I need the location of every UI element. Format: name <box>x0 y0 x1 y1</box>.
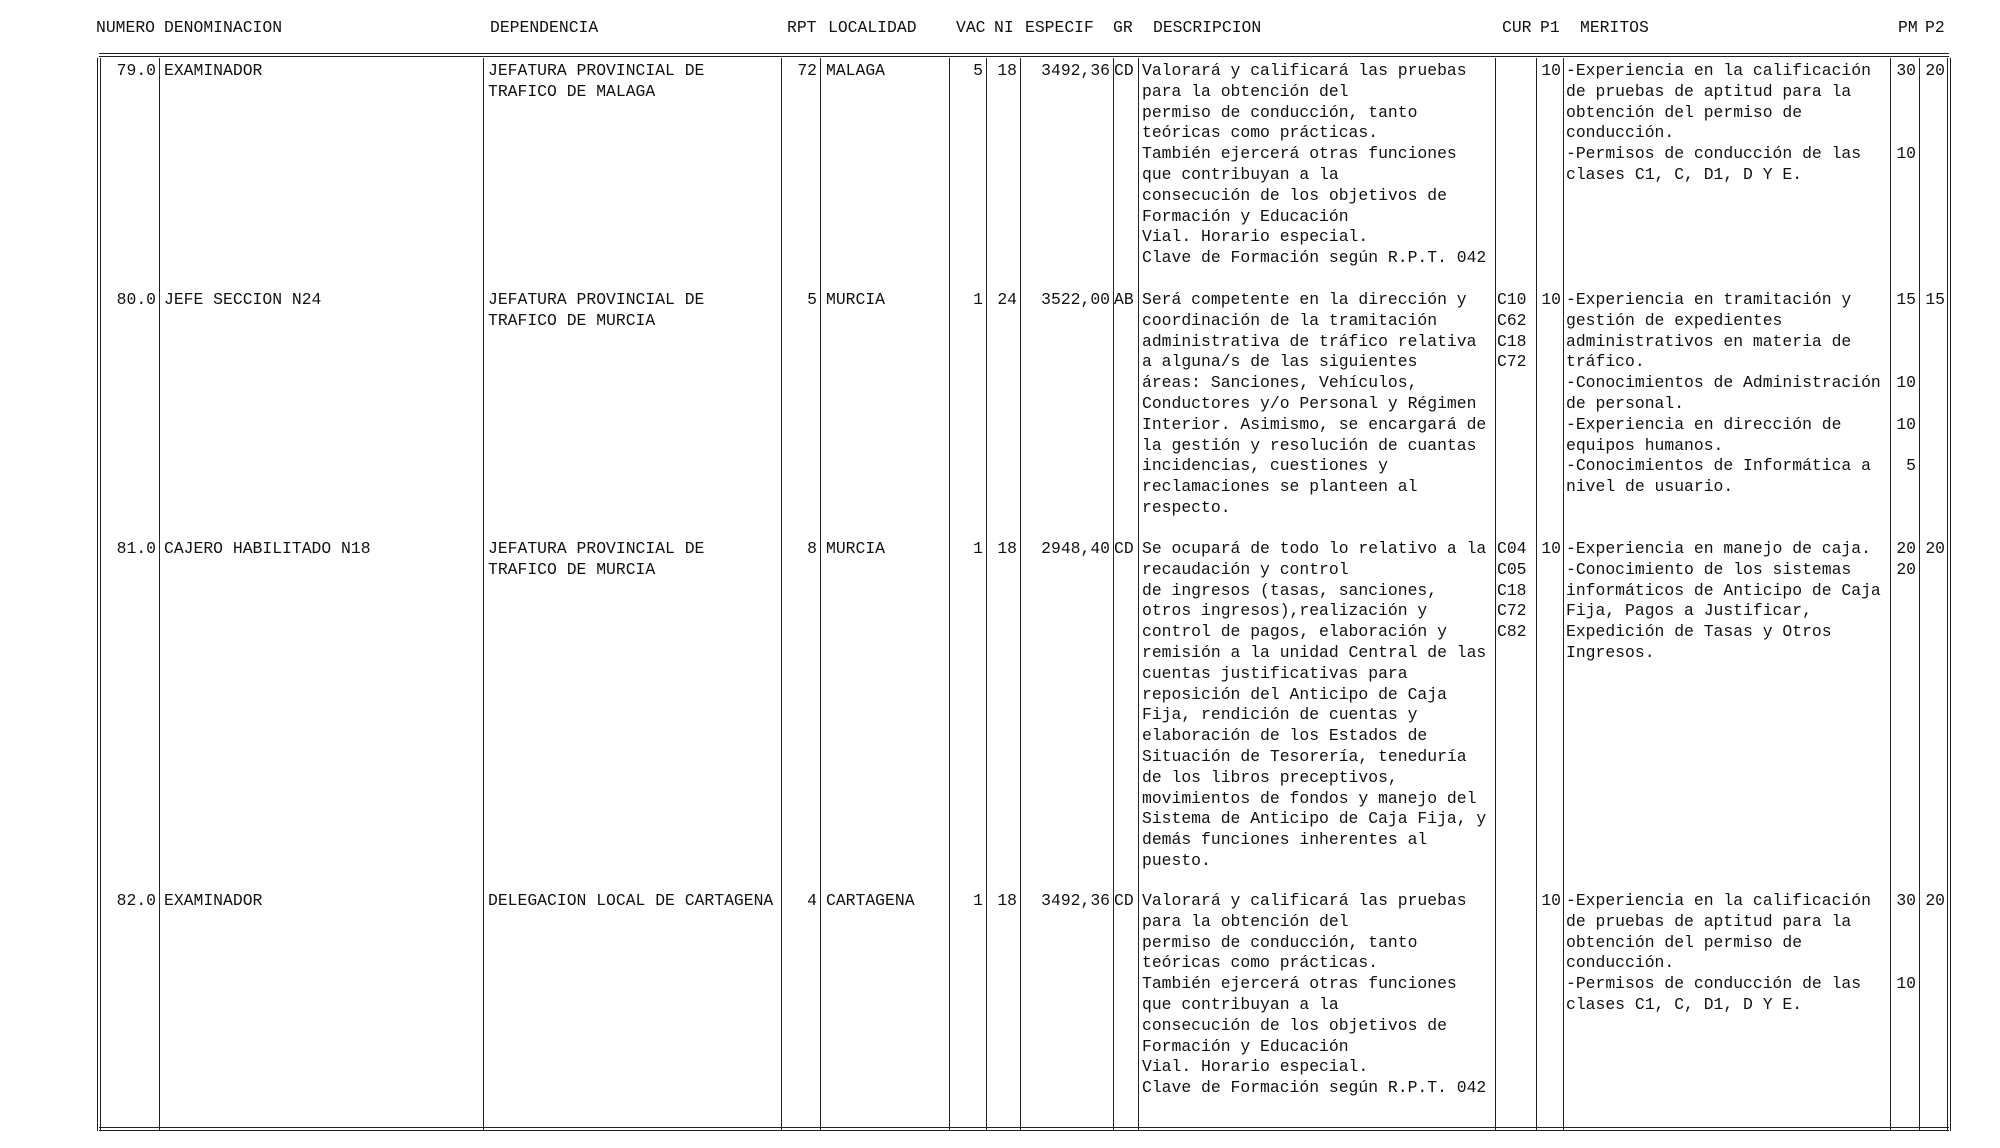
cell-rpt: 72 <box>797 61 817 80</box>
cell-descripcion: Será competente en la dirección y coordinación de la tramitación administrativa de tráfico relativa a alguna/s de las siguientes áreas: Sanciones, Vehículos, Conductores y/o Personal y Régimen Interior. Asimismo, se encargará de la gestión y resolución de cuantas incidencias, cuestiones y reclamaciones se planteen al respecto. <box>1142 290 1487 517</box>
cell-pm: 30 10 <box>1896 61 1916 164</box>
cell-pm: 15 10 10 5 <box>1896 290 1916 476</box>
column-divider <box>949 58 950 1131</box>
column-divider <box>1536 58 1537 1131</box>
header-especif: ESPECIF <box>1025 18 1094 37</box>
cell-meritos: -Experiencia en tramitación y gestión de expedientes administrativos en materia de tráfico. -Conocimientos de Administración de personal. -Experiencia en dirección de equipos humanos. -Conocimientos de Informática a nivel de usuario. <box>1566 290 1881 497</box>
column-divider <box>1020 58 1021 1131</box>
column-divider <box>1919 58 1920 1131</box>
column-divider <box>1495 58 1496 1131</box>
cell-gr: AB <box>1114 290 1134 309</box>
cell-vac: 1 <box>973 539 983 558</box>
cell-rpt: 5 <box>807 290 817 309</box>
column-divider <box>1138 58 1139 1131</box>
cell-meritos: -Experiencia en la calificación de pruebas de aptitud para la obtención del permiso de conducción. -Permisos de conducción de las clases C1, C, D1, D Y E. <box>1566 61 1871 184</box>
cell-cur: C04 C05 C18 C72 C82 <box>1497 539 1527 642</box>
cell-denominacion: EXAMINADOR <box>164 61 263 80</box>
cell-localidad: CARTAGENA <box>826 891 915 910</box>
cell-p1: 10 <box>1541 891 1561 910</box>
column-divider <box>1563 58 1564 1131</box>
cell-ni: 18 <box>997 891 1017 910</box>
header-descripcion: DESCRIPCION <box>1153 18 1262 37</box>
cell-especif: 3522,00 <box>1041 290 1110 309</box>
cell-numero: 80.0 <box>116 290 156 309</box>
header-p2: P2 <box>1925 18 1945 37</box>
cell-vac: 5 <box>973 61 983 80</box>
cell-numero: 79.0 <box>116 61 156 80</box>
cell-p2: 15 <box>1925 290 1945 309</box>
header-cur: CUR <box>1502 18 1532 37</box>
cell-meritos: -Experiencia en manejo de caja. -Conocimiento de los sistemas informáticos de Anticipo de Caja Fija, Pagos a Justificar, Expedición de Tasas y Otros Ingresos. <box>1566 539 1881 662</box>
cell-especif: 2948,40 <box>1041 539 1110 558</box>
cell-localidad: MALAGA <box>826 61 886 80</box>
cell-meritos: -Experiencia en la calificación de pruebas de aptitud para la obtención del permiso de conducción. -Permisos de conducción de las clases C1, C, D1, D Y E. <box>1566 891 1871 1014</box>
cell-denominacion: EXAMINADOR <box>164 891 263 910</box>
cell-denominacion: CAJERO HABILITADO N18 <box>164 539 371 558</box>
header-ni: NI <box>994 18 1014 37</box>
column-divider <box>986 58 987 1131</box>
column-divider <box>781 58 782 1131</box>
cell-pm: 30 10 <box>1896 891 1916 994</box>
cell-cur: C10 C62 C18 C72 <box>1497 290 1527 372</box>
right-border <box>1947 58 1951 1131</box>
cell-dependencia: JEFATURA PROVINCIAL DE TRAFICO DE MALAGA <box>488 61 705 101</box>
cell-vac: 1 <box>973 290 983 309</box>
column-divider <box>159 58 160 1131</box>
cell-p1: 10 <box>1541 290 1561 309</box>
cell-descripcion: Se ocupará de todo lo relativo a la recaudación y control de ingresos (tasas, sanciones, otros ingresos),realización y control de pagos, elaboración y remisión a la unidad Central de las cuentas justificativas para reposición del Anticipo de Caja Fija, rendición de cuentas y elaboración de los Estados de Situación de Tesorería, teneduría de los libros preceptivos, movimientos de fondos y manejo del Sistema de Anticipo de Caja Fija, y demás funciones inherentes al puesto. <box>1142 539 1487 870</box>
cell-pm: 20 20 <box>1896 539 1916 579</box>
cell-p2: 20 <box>1925 61 1945 80</box>
cell-numero: 81.0 <box>116 539 156 558</box>
header-dependencia: DEPENDENCIA <box>490 18 599 37</box>
cell-p2: 20 <box>1925 539 1945 558</box>
header-gr: GR <box>1113 18 1133 37</box>
header-numero: NUMERO <box>96 18 156 37</box>
header-denominacion: DENOMINACION <box>164 18 283 37</box>
cell-descripcion: Valorará y calificará las pruebas para la obtención del permiso de conducción, tanto teóricas como prácticas. También ejercerá otras funciones que contribuyan a la consecución de los objetivos de Formación y Educación Vial. Horario especial. Clave de Formación según R.P.T. 042 <box>1142 891 1487 1098</box>
header-rpt: RPT <box>787 18 817 37</box>
cell-ni: 18 <box>997 539 1017 558</box>
cell-vac: 1 <box>973 891 983 910</box>
cell-descripcion: Valorará y calificará las pruebas para la obtención del permiso de conducción, tanto teóricas como prácticas. También ejercerá otras funciones que contribuyan a la consecución de los objetivos de Formación y Educación Vial. Horario especial. Clave de Formación según R.P.T. 042 <box>1142 61 1487 268</box>
top-border <box>99 53 1949 57</box>
cell-gr: CD <box>1114 61 1134 80</box>
cell-rpt: 4 <box>807 891 817 910</box>
cell-gr: CD <box>1114 539 1134 558</box>
cell-ni: 24 <box>997 290 1017 309</box>
cell-denominacion: JEFE SECCION N24 <box>164 290 322 309</box>
column-divider <box>1113 58 1114 1131</box>
header-pm: PM <box>1898 18 1918 37</box>
cell-rpt: 8 <box>807 539 817 558</box>
header-vac: VAC <box>956 18 986 37</box>
cell-especif: 3492,36 <box>1041 891 1110 910</box>
header-localidad: LOCALIDAD <box>828 18 917 37</box>
cell-dependencia: JEFATURA PROVINCIAL DE TRAFICO DE MURCIA <box>488 539 705 579</box>
column-divider <box>820 58 821 1131</box>
cell-p1: 10 <box>1541 61 1561 80</box>
cell-localidad: MURCIA <box>826 290 886 309</box>
header-meritos: MERITOS <box>1580 18 1649 37</box>
cell-gr: CD <box>1114 891 1134 910</box>
cell-localidad: MURCIA <box>826 539 886 558</box>
bottom-border <box>99 1127 1949 1131</box>
cell-p2: 20 <box>1925 891 1945 910</box>
cell-dependencia: DELEGACION LOCAL DE CARTAGENA <box>488 891 774 910</box>
cell-p1: 10 <box>1541 539 1561 558</box>
header-p1: P1 <box>1540 18 1560 37</box>
cell-numero: 82.0 <box>116 891 156 910</box>
cell-ni: 18 <box>997 61 1017 80</box>
left-border <box>97 58 101 1131</box>
cell-dependencia: JEFATURA PROVINCIAL DE TRAFICO DE MURCIA <box>488 290 705 330</box>
cell-especif: 3492,36 <box>1041 61 1110 80</box>
column-divider <box>483 58 484 1131</box>
